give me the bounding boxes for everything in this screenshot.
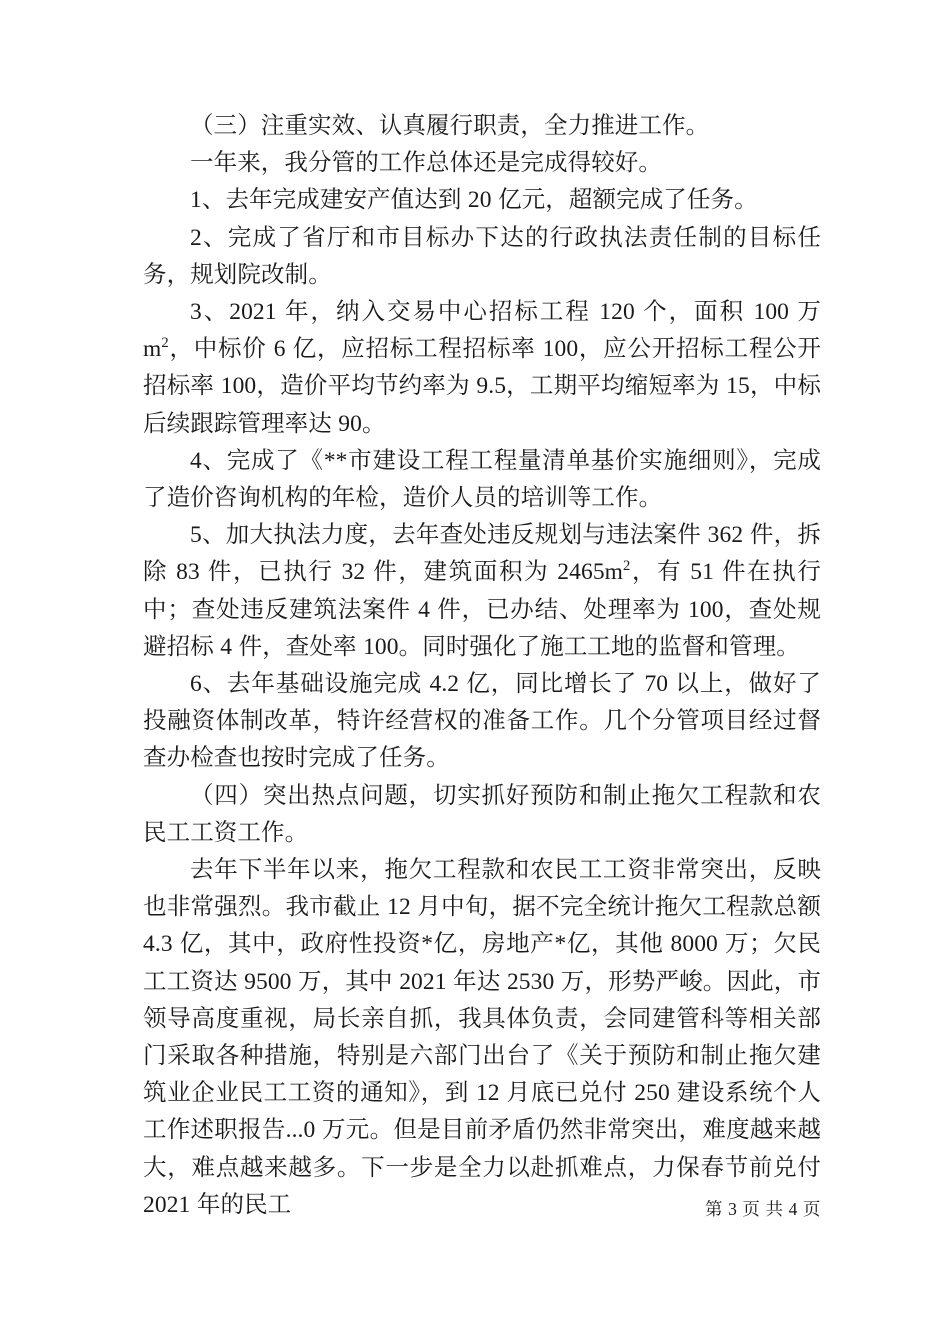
paragraph-item-3 <box>143 294 821 443</box>
page-number-label: 第 3 页 共 4 页 <box>705 1199 821 1219</box>
paragraph-item-6: 6、去年基础设施完成 4.2 亿，同比增长了 70 以上，做好了投融资体制改革，特许经营权的准备工作。几个分管项目经过督查办检查也按时完成了任务。 <box>143 671 821 772</box>
paragraph-item-3-tail: ，中标价 6 亿，应招标工程招标率 100，应公开招标工程公开招标率 100，造价平均节约率为 9.5，工期平均缩短率为 15，中标后续跟踪管理率达 90。 <box>143 336 821 437</box>
paragraph-item-2: 2、完成了省厅和市目标办下达的行政执法责任制的目标任务，规划院改制。 <box>143 224 821 288</box>
paragraph-heading-san: （三）注重实效、认真履行职责，全力推进工作。 <box>190 113 710 139</box>
square-meter-superscript-2: 2 <box>623 558 631 575</box>
square-meter-superscript: 2 <box>161 335 169 352</box>
page-footer <box>143 1196 821 1222</box>
paragraph-heading-si: （四）突出热点问题，切实抓好预防和制止拖欠工程款和农民工工资工作。 <box>143 782 821 846</box>
paragraph-item-4: 4、完成了《**市建设工程工程量清单基价实施细则》，完成了造价咨询机构的年检，造价人员的培训等工作。 <box>143 447 821 512</box>
document-text-body <box>143 108 821 1224</box>
paragraph-item-5-tail: ，有 51 件在执行中；查处违反建筑法案件 4 件，已办结、处理率为 100，查处规避招标 4 件，查处率 100。同时强化了施工工地的监督和管理。 <box>143 559 821 660</box>
paragraph-intro: 一年来，我分管的工作总体还是完成得较好。 <box>190 150 662 177</box>
paragraph-item-1: 1、去年完成建安产值达到 20 亿元，超额完成了任务。 <box>190 187 758 214</box>
paragraph-item-5-lead: 5、加大执法力度，去年查处违反规划与违法案件 362 件，拆除 83 件，已执行 32 件，建筑面积为 2465m <box>143 522 821 586</box>
paragraph-item-3-lead: 3、2021 年，纳入交易中心招标工程 120 个，面积 100 万 m <box>143 299 821 363</box>
paragraph-body-si: 去年下半年以来，拖欠工程款和农民工工资非常突出，反映也非常强烈。我市截止 12 月中旬，据不完全统计拖欠工程款总额 4.3 亿，其中，政府性投资*亿，房地产*亿，其他 8000 万；欠民工工资达 9500 万，其中 2021 年达 2530 万，形势严峻。因此，市领导高度重视，局长亲自抓，我具体负责，会同建管科等相关部门采取各种措施，特别是六部门出台了《关于预防和制止拖欠建筑业企业民工工资的通知》，到 12 月底已兑付 250 建设系统个人工作述职报告...0 万元。但是目前矛盾仍然非常突出，难度越来越大，难点越来越多。下一步是全力以赴抓难点，力保春节前兑付 2021 年的民工 <box>143 857 821 1218</box>
paragraph-item-5 <box>143 517 821 666</box>
